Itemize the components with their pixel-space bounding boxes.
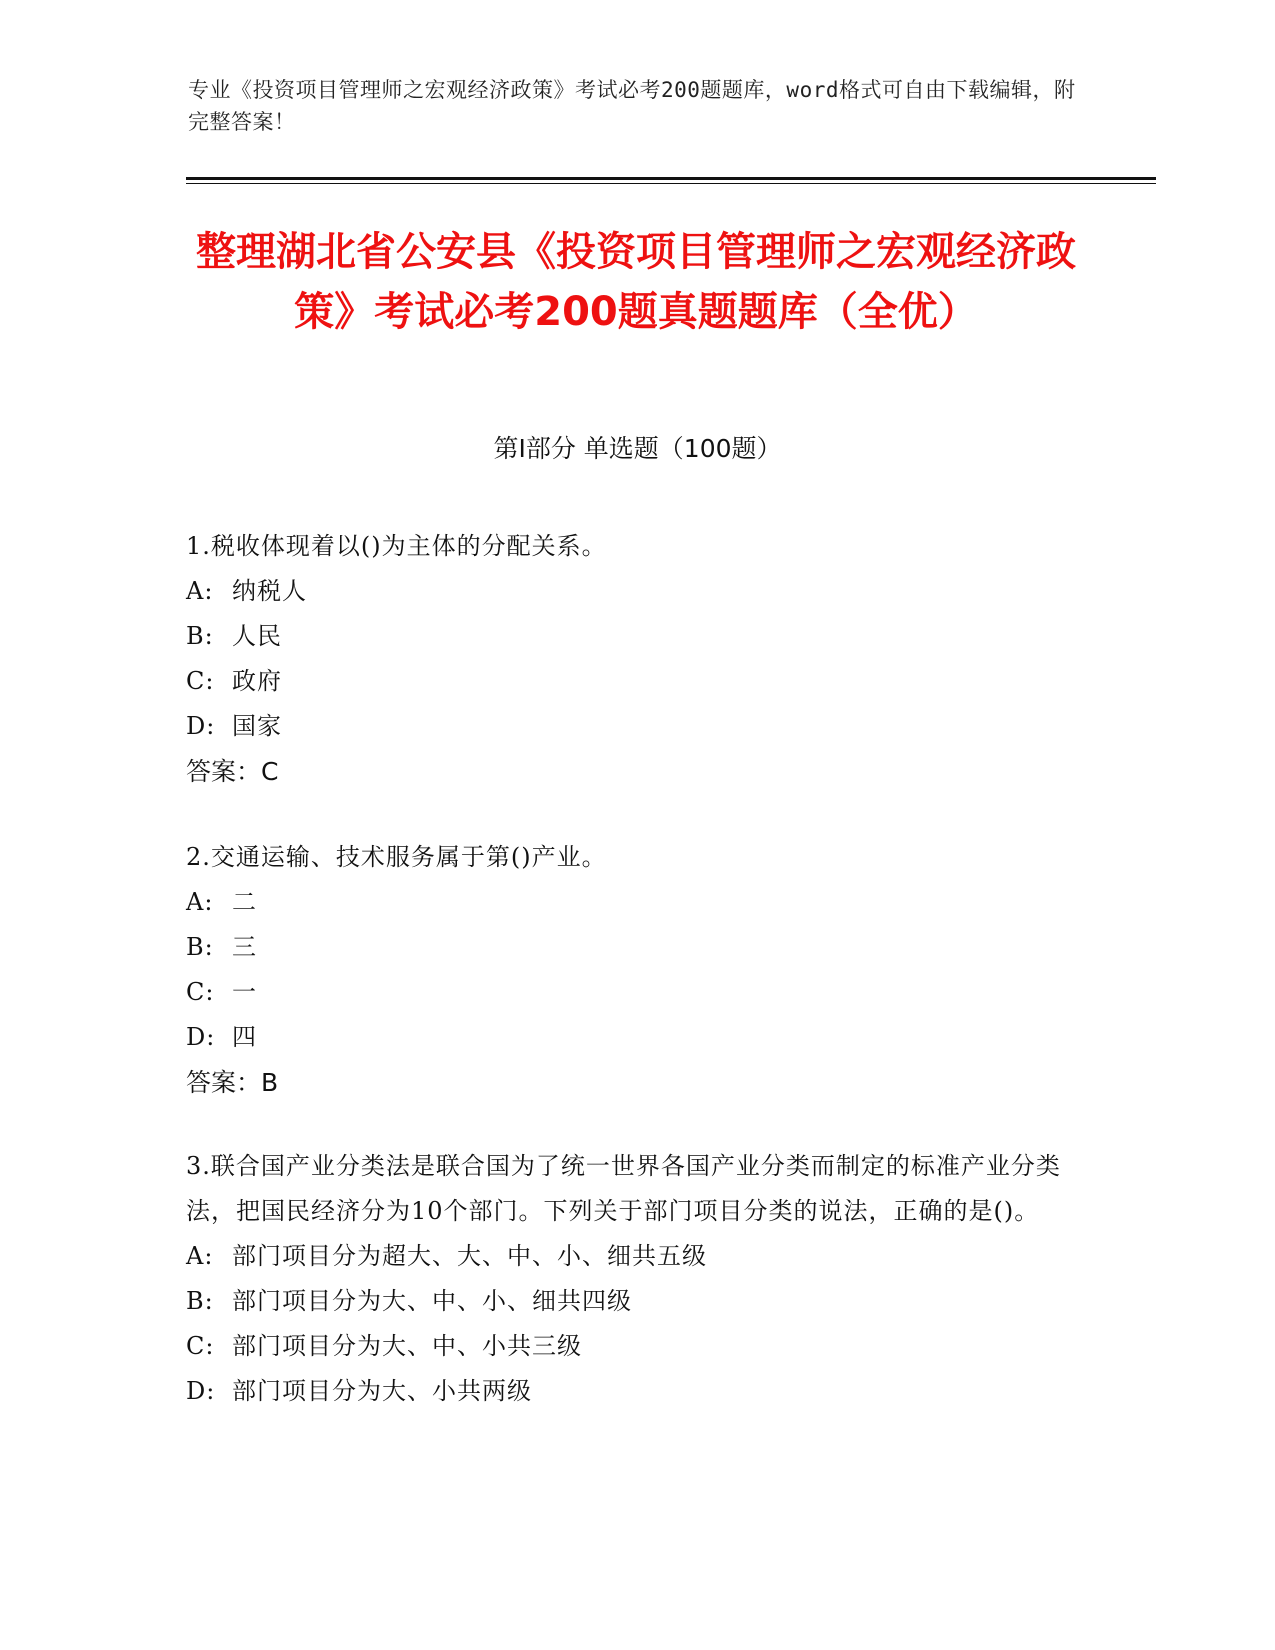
option-key: C: — [186, 667, 215, 695]
option-text: 政府 — [232, 667, 282, 695]
option-text: 四 — [232, 1023, 257, 1051]
question-stem: 1.税收体现着以()为主体的分配关系。 — [186, 532, 607, 560]
option-text: 纳税人 — [232, 577, 307, 605]
header-note: 专业《投资项目管理师之宏观经济政策》考试必考200题题库，word格式可自由下载编辑，附完整答案！ — [188, 78, 1076, 134]
question-stem: 2.交通运输、技术服务属于第()产业。 — [186, 843, 607, 871]
option-d — [186, 1015, 1086, 1060]
option-text: 部门项目分为大、中、小、细共四级 — [232, 1287, 632, 1315]
option-key: A: — [186, 1242, 214, 1270]
header-rule — [186, 177, 1156, 180]
option-key: B: — [186, 1287, 214, 1315]
option-c — [186, 659, 1086, 704]
option-c — [186, 1324, 1086, 1369]
option-key: D: — [186, 712, 216, 740]
option-key: D: — [186, 1023, 216, 1051]
answer: 答案：B — [186, 1068, 279, 1097]
document-title: 整理湖北省公安县《投资项目管理师之宏观经济政策》考试必考200题真题题库（全优） — [196, 229, 1076, 335]
option-a — [186, 880, 1086, 925]
option-text: 部门项目分为大、中、小共三级 — [232, 1332, 582, 1360]
option-text: 二 — [232, 888, 257, 916]
answer: 答案：C — [186, 757, 279, 786]
question-3 — [186, 1144, 1086, 1414]
option-key: A: — [186, 888, 214, 916]
option-d — [186, 704, 1086, 749]
question-stem: 3.联合国产业分类法是联合国为了统一世界各国产业分类而制定的标准产业分类法，把国民经济分为10个部门。下列关于部门项目分类的说法，正确的是()。 — [186, 1152, 1061, 1225]
option-key: A: — [186, 577, 214, 605]
option-key: C: — [186, 1332, 215, 1360]
question-1 — [186, 524, 1086, 794]
option-b — [186, 1279, 1086, 1324]
option-text: 部门项目分为大、小共两级 — [232, 1377, 532, 1405]
option-key: B: — [186, 933, 214, 961]
option-d — [186, 1369, 1086, 1414]
option-a — [186, 1234, 1086, 1279]
option-text: 部门项目分为超大、大、中、小、细共五级 — [232, 1242, 707, 1270]
option-text: 三 — [232, 933, 257, 961]
question-2 — [186, 835, 1086, 1105]
option-key: B: — [186, 622, 214, 650]
option-key: C: — [186, 978, 215, 1006]
option-b — [186, 614, 1086, 659]
header-rule-thin — [186, 183, 1156, 184]
option-c — [186, 970, 1086, 1015]
option-a — [186, 569, 1086, 614]
option-key: D: — [186, 1377, 216, 1405]
option-text: 一 — [232, 978, 257, 1006]
section-title: 第Ⅰ部分 单选题（100题） — [493, 434, 782, 463]
option-text: 人民 — [232, 622, 282, 650]
option-b — [186, 925, 1086, 970]
option-text: 国家 — [232, 712, 282, 740]
